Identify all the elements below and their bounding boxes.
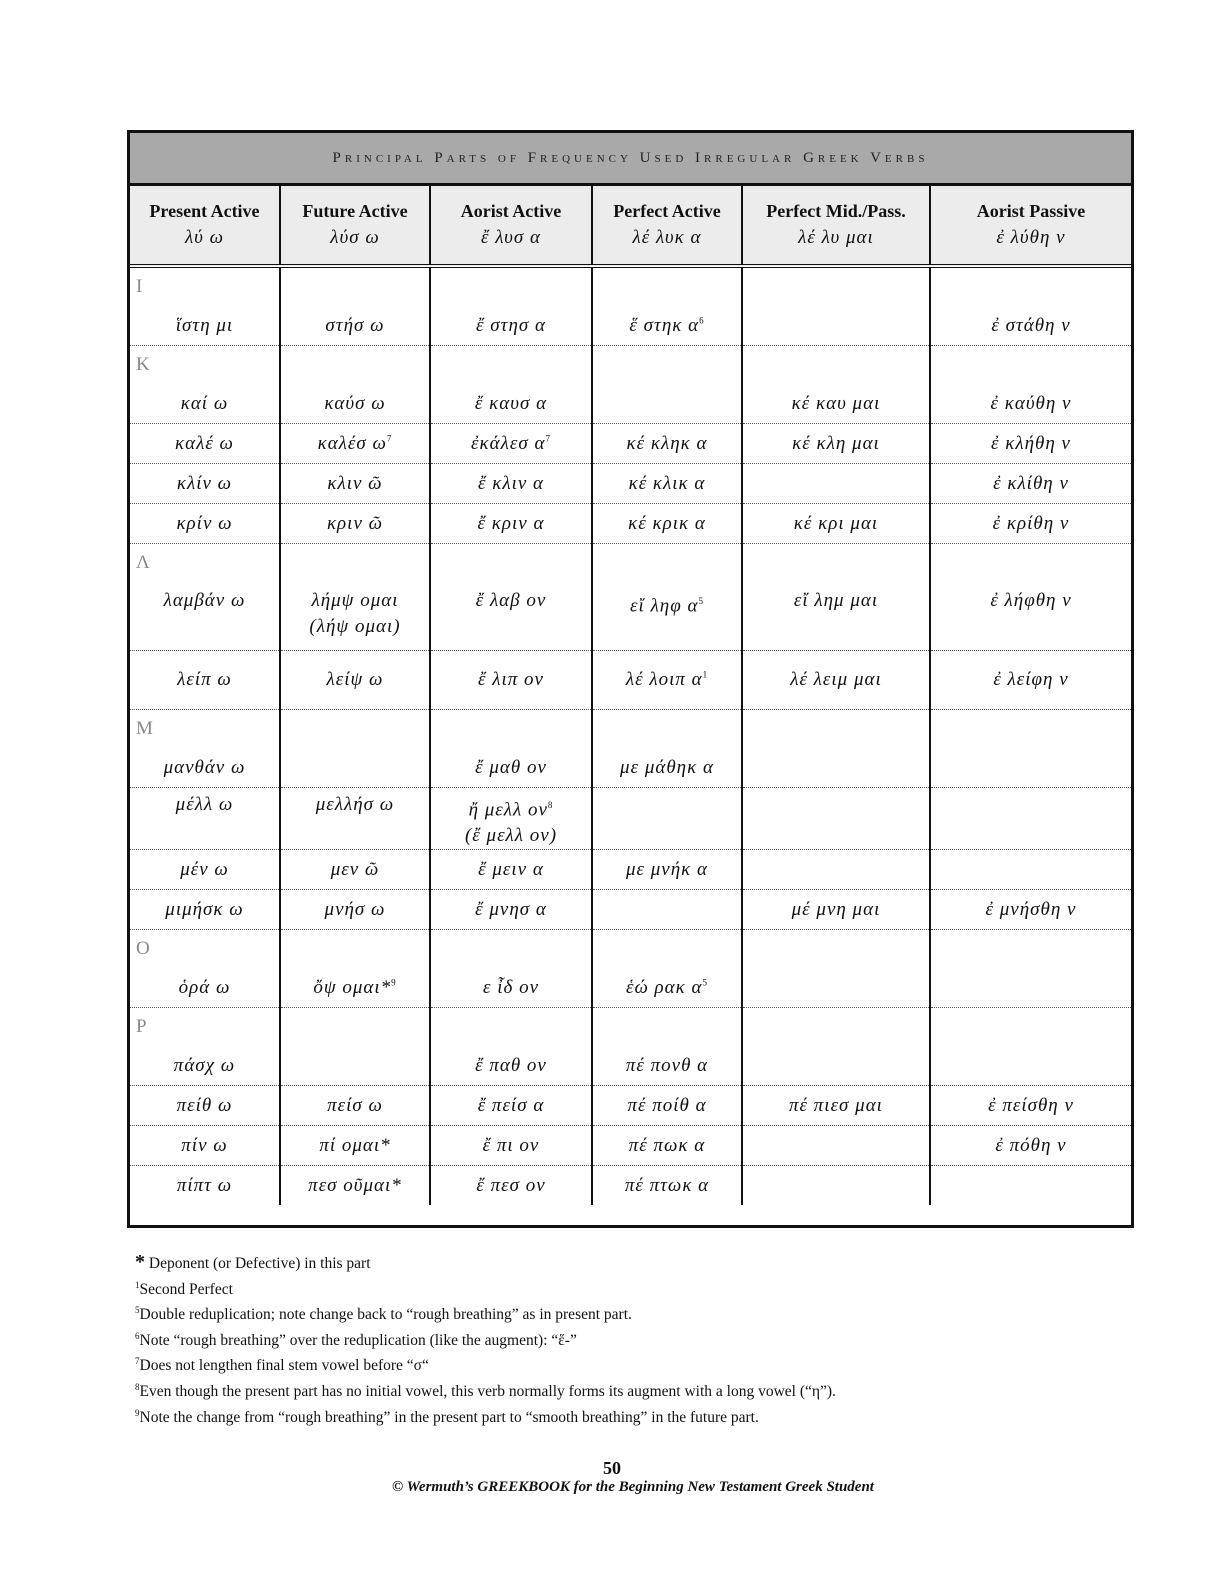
- letter-row: [130, 346, 1131, 385]
- section-letter: O: [130, 930, 280, 969]
- col-perfect-mid-pass: Perfect Mid./Pass. λέ λυ μαι: [742, 186, 930, 266]
- footnote-7: $^7$Does not lengthen final stem vowel before “σ“: [135, 1356, 429, 1375]
- principal-parts-table: [130, 186, 1131, 1205]
- col-perfect-active: Perfect Active λέ λυκ α: [592, 186, 742, 266]
- footnote-9: $^9$Note the change from “rough breathing” in the present part to “smooth breathing” in the future part.: [135, 1407, 759, 1426]
- col-future-active: Future Active λύσ ω: [280, 186, 430, 266]
- verb-row: πάσχ ω ἔ παθ ον πέ πονθ α: [130, 1046, 1131, 1086]
- verb-row: πίπτ ω πεσ οῦμαι* ἔ πεσ ον πέ πτωκ α: [130, 1166, 1131, 1206]
- footnote-6: $^6$Note “rough breathing” over the reduplication (like the augment): “ἕ-”: [135, 1330, 577, 1349]
- verb-row: ἵστη μι στήσ ω ἔ στησ α ἕ στηκ $\alpha^6$ ἐ στάθη ν: [130, 306, 1131, 346]
- section-letter: K: [130, 346, 280, 385]
- footnote-star: * Deponent (or Defective) in this part: [135, 1251, 371, 1273]
- verb-row: καί ω καύσ ω ἔ καυσ α κέ καυ μαι ἐ καύθη ν: [130, 384, 1131, 424]
- page-footer: © Wermuth’s GREEKBOOK for the Beginning New Testament Greek Student: [392, 1479, 874, 1495]
- section-letter: Λ: [130, 544, 280, 583]
- verb-row: μανθάν ω ἔ μαθ ον με μάθηκ α: [130, 748, 1131, 788]
- letter-row: [130, 266, 1131, 306]
- verb-row: λαμβάν ω λήμψ ομαι (λήψ ομαι) ἔ λαβ ον εἴ ληφ $\alpha^5$ εἴ λημ μαι ἐ λήφθη ν: [130, 582, 1131, 651]
- header-row: [130, 186, 1131, 266]
- col-aorist-active: Aorist Active ἔ λυσ α: [430, 186, 592, 266]
- letter-row: [130, 1008, 1131, 1047]
- letter-row: [130, 930, 1131, 969]
- verb-row: κλίν ω κλιν ῶ ἔ κλιν α κέ κλικ α ἐ κλίθη ν: [130, 464, 1131, 504]
- verb-row: πίν ω πί ομαι* ἔ πι ον πέ πωκ α ἐ πόθη ν: [130, 1126, 1131, 1166]
- footnote-1: $^1$Second Perfect: [135, 1279, 233, 1298]
- letter-row: [130, 710, 1131, 749]
- footnote-8: $^8$Even though the present part has no initial vowel, this verb normally forms its augment with a long vowel (“η”).: [135, 1382, 836, 1401]
- footnote-5: $^5$Double reduplication; note change back to “rough breathing” as in present part.: [135, 1305, 632, 1324]
- letter-row: [130, 544, 1131, 583]
- section-letter: M: [130, 710, 280, 749]
- section-letter: P: [130, 1008, 280, 1047]
- footnotes: [135, 1252, 836, 1428]
- verb-row: ὁρά ω ὄψ ομαι*$^9$ ε ἶδ ον ἑώ ρακ $\alpha^5$: [130, 968, 1131, 1008]
- page-number: 50: [603, 1458, 621, 1478]
- verb-row: κρίν ω κριν ῶ ἔ κριν α κέ κρικ α κέ κρι μαι ἐ κρίθη ν: [130, 504, 1131, 544]
- col-aorist-passive: Aorist Passive ἐ λύθη ν: [930, 186, 1131, 266]
- verb-row: μέλλ ω μελλήσ ω ἤ μελλ $o\nu^8$ (ἔ μελλ ον): [130, 788, 1131, 850]
- col-present-active: Present Active λύ ω: [130, 186, 280, 266]
- table-title: Principal Parts of Frequency Used Irregular Greek Verbs: [130, 133, 1131, 186]
- verb-row: πείθ ω πείσ ω ἔ πείσ α πέ ποίθ α πέ πιεσ μαι ἐ πείσθη ν: [130, 1086, 1131, 1126]
- verb-row: καλέ ω καλέσ $\omega^7$ ἐκάλεσ $\alpha^7$ κέ κληκ α κέ κλη μαι ἐ κλήθη ν: [130, 424, 1131, 464]
- verb-row: λείπ ω λείψ ω ἔ λιπ ον λέ λοιπ $\alpha^1$ λέ λειμ μαι ἐ λείφη ν: [130, 651, 1131, 710]
- verb-row: μέν ω μεν ῶ ἔ μειν α με μνήκ α: [130, 850, 1131, 890]
- verb-row: μιμήσκ ω μνήσ ω ἔ μνησ α μέ μνη μαι ἐ μνήσθη ν: [130, 890, 1131, 930]
- section-letter: I: [130, 266, 280, 306]
- verb-table-frame: [127, 130, 1134, 1228]
